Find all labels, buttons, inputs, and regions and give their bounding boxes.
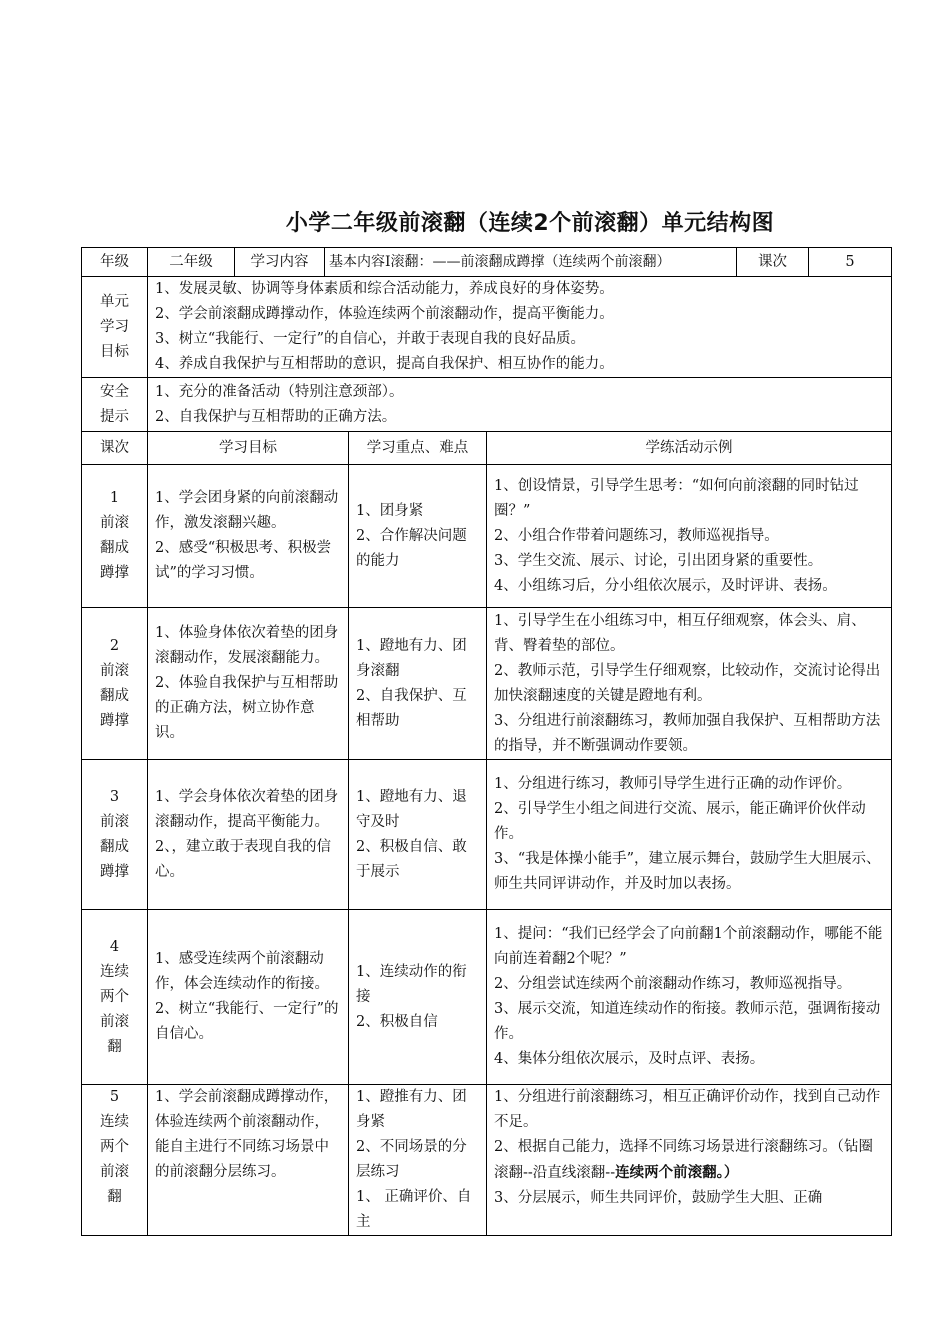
lesson-goals — [148, 608, 349, 760]
lesson-activities — [487, 1085, 892, 1236]
lesson-goal-item: 2、体验自我保护与互相帮助的正确方法，树立协作意识。 — [155, 675, 339, 741]
lesson-activity-item: 3、学生交流、展示、讨论，引出团身紧的重要性。 — [494, 552, 823, 569]
lesson-name — [82, 465, 148, 608]
lesson-activities — [487, 465, 892, 608]
lesson-name-line: 翻成 — [100, 687, 129, 704]
lesson-name-line: 2 — [109, 637, 120, 654]
lesson-focus — [349, 608, 487, 760]
content-label: 学习内容 — [235, 248, 325, 277]
lesson-activity-item: 1、创设情景，引导学生思考：“如何向前滚翻的同时钻过圈？” — [494, 477, 859, 519]
unit-goal-item: 3、树立“我能行、一定行”的自信心，并敢于表现自我的良好品质。 — [155, 331, 586, 347]
lesson-name-line: 4 — [109, 938, 120, 955]
lesson-row — [82, 465, 892, 608]
lesson-name-line: 蹲撑 — [100, 565, 129, 581]
unit-goal-item: 2、学会前滚翻成蹲撑动作，体验连续两个前滚翻动作，提高平衡能力。 — [155, 306, 614, 322]
lesson-name-line: 连续 — [100, 1114, 129, 1130]
lesson-goals — [148, 1085, 349, 1236]
lesson-activity-item: 3、分组进行前滚翻练习，教师加强自我保护、互相帮助方法的指导，并不断强调动作要领。 — [494, 712, 881, 754]
lesson-activity-item: 4、小组练习后，分小组依次展示，及时评讲、表扬。 — [494, 577, 837, 594]
lesson-name — [82, 760, 148, 910]
lesson-name-line: 蹲撑 — [100, 863, 129, 880]
unit-goals-content — [148, 277, 892, 378]
unit-goal-item: 4、养成自我保护与互相帮助的意识，提高自我保护、相互协作的能力。 — [155, 356, 614, 372]
lesson-focus-item: 2、积极自信、敢于展示 — [356, 838, 467, 880]
lesson-activity-item: 2、教师示范，引导学生仔细观察，比较动作，交流讨论得出加快滚翻速度的关键是蹬地有利。 — [494, 662, 881, 704]
lessons-value: 5 — [809, 248, 892, 277]
lesson-goal-item: 1、体验身体依次着垫的团身滚翻动作，发展滚翻能力。 — [155, 625, 339, 666]
lesson-activity-item: 4、集体分组依次展示，及时点评、表扬。 — [494, 1051, 765, 1067]
lesson-goal-item: 1、学会团身紧的向前滚翻动作，激发滚翻兴趣。 — [155, 490, 339, 531]
column-header-row — [82, 432, 892, 465]
column-header: 课次 — [82, 432, 148, 465]
grade-value: 二年级 — [148, 248, 235, 277]
lesson-row — [82, 910, 892, 1085]
lesson-focus-item: 2、合作解决问题的能力 — [356, 527, 467, 569]
lesson-focus — [349, 465, 487, 608]
lesson-focus-item: 1、蹬地有力、退守及时 — [356, 788, 467, 830]
lesson-goal-item: 1、感受连续两个前滚翻动作，体会连续动作的衔接。 — [155, 951, 329, 992]
lesson-focus-item: 1、蹬推有力、团身紧 — [356, 1089, 467, 1130]
safety-content — [148, 378, 892, 432]
lesson-activity-item: 2、分组尝试连续两个前滚翻动作练习，教师巡视指导。 — [494, 976, 852, 992]
lesson-activity-item: 2、引导学生小组之间进行交流、展示，能正确评价伙伴动作。 — [494, 801, 866, 842]
unit-goals-row — [82, 277, 892, 378]
lesson-activity-item: 2、小组合作带着问题练习，教师巡视指导。 — [494, 527, 779, 544]
lesson-name-line: 两个 — [100, 988, 129, 1005]
content-value: 基本内容Ⅰ滚翻：——前滚翻成蹲撑（连续两个前滚翻） — [325, 248, 737, 277]
lesson-name-line: 翻 — [107, 1038, 122, 1055]
column-header: 学习重点、难点 — [349, 432, 487, 465]
lesson-name-line: 前滚 — [100, 1164, 129, 1180]
lesson-name-line: 翻成 — [100, 838, 129, 855]
lesson-activities — [487, 608, 892, 760]
lesson-focus-item: 2、不同场景的分层练习 — [356, 1139, 467, 1180]
lesson-activity-item — [494, 1135, 884, 1186]
lesson-activity-text: 2、根据自己能力，选择不同练习场景进行滚翻练习。（钻圈滚翻--沿直线滚翻-- — [494, 1139, 873, 1181]
lesson-activity-item: 3、展示交流，知道连续动作的衔接。教师示范，强调衔接动作。 — [494, 1001, 881, 1042]
unit-goals-label — [82, 277, 148, 378]
lesson-activities — [487, 760, 892, 910]
safety-item: 1、充分的准备活动（特别注意颈部）。 — [155, 383, 404, 400]
lesson-activity-item: 3、分层展示，师生共同评价，鼓励学生大胆、正确 — [494, 1190, 823, 1206]
lesson-activity-item: 3、“我是体操小能手”，建立展示舞台，鼓励学生大胆展示、师生共同评讲动作，并及时加以表扬。 — [494, 851, 881, 892]
lesson-goal-item: 1、学会前滚翻成蹲撑动作，体验连续两个前滚翻动作，能自主进行不同练习场景中的前滚翻分层练习。 — [155, 1089, 339, 1180]
lesson-focus — [349, 1085, 487, 1236]
lesson-name-line: 蹲撑 — [100, 712, 129, 729]
unit-goals-label-line: 目标 — [100, 343, 129, 360]
column-header: 学习目标 — [148, 432, 349, 465]
lesson-name-line: 连续 — [100, 963, 129, 980]
safety-row — [82, 378, 892, 432]
unit-goals-label-line: 学习 — [100, 318, 129, 335]
lesson-row — [82, 760, 892, 910]
lesson-name-line: 前滚 — [100, 1013, 129, 1030]
lesson-name — [82, 910, 148, 1085]
lesson-name — [82, 1085, 148, 1236]
lesson-goals — [148, 465, 349, 608]
safety-label-line: 安全 — [100, 383, 129, 400]
lesson-goal-item: 2、感受“积极思考、积极尝试”的学习习惯。 — [155, 540, 332, 581]
lesson-goal-item: 2、树立“我能行、一定行”的自信心。 — [155, 1001, 339, 1042]
lesson-activity-emphasis: 连续两个前滚翻。） — [615, 1164, 739, 1181]
unit-goal-item: 1、发展灵敏、协调等身体素质和综合活动能力，养成良好的身体姿势。 — [155, 281, 614, 297]
lesson-row — [82, 608, 892, 760]
lesson-name-line: 前滚 — [100, 662, 129, 679]
grade-label: 年级 — [82, 248, 148, 277]
lesson-name-line: 前滚 — [100, 813, 129, 830]
lesson-goal-item: 1、学会身体依次着垫的团身滚翻动作，提高平衡能力。 — [155, 788, 339, 830]
lesson-goal-item: 2、，建立敢于表现自我的信心。 — [155, 838, 331, 880]
lesson-activity-item: 1、分组进行前滚翻练习，相互正确评价动作，找到自己动作不足。 — [494, 1089, 881, 1130]
lesson-focus-item: 2、积极自信 — [356, 1013, 438, 1030]
lesson-focus-item: 1、 正确评价、自主 — [356, 1189, 472, 1230]
unit-goals-label-line: 单元 — [100, 293, 129, 310]
lesson-activities — [487, 910, 892, 1085]
lesson-name-line: 5 — [109, 1089, 120, 1105]
header-row — [82, 248, 892, 277]
lesson-name-line: 1 — [109, 490, 120, 506]
lesson-row — [82, 1085, 892, 1236]
lesson-focus — [349, 910, 487, 1085]
lesson-focus — [349, 760, 487, 910]
lesson-focus-item: 2、自我保护、互相帮助 — [356, 687, 467, 729]
lesson-focus-item: 1、团身紧 — [356, 502, 424, 519]
lesson-goals — [148, 910, 349, 1085]
lesson-name-line: 翻 — [107, 1189, 122, 1205]
lesson-goals — [148, 760, 349, 910]
safety-label-line: 提示 — [100, 408, 129, 425]
lesson-focus-item: 1、连续动作的衔接 — [356, 963, 467, 1005]
lesson-focus-item: 1、蹬地有力、团身滚翻 — [356, 637, 467, 679]
lesson-name-line: 前滚 — [100, 515, 129, 531]
unit-structure-table — [81, 247, 892, 1236]
lessons-label: 课次 — [737, 248, 809, 277]
page-title: 小学二年级前滚翻（连续2个前滚翻）单元结构图 — [285, 211, 775, 236]
safety-label — [82, 378, 148, 432]
lesson-activity-item: 1、分组进行练习，教师引导学生进行正确的动作评价。 — [494, 776, 852, 792]
column-header: 学练活动示例 — [487, 432, 892, 465]
lesson-name-line: 3 — [109, 788, 120, 805]
safety-item: 2、自我保护与互相帮助的正确方法。 — [155, 408, 397, 425]
lesson-activity-item: 1、引导学生在小组练习中，相互仔细观察，体会头、肩、背、臀着垫的部位。 — [494, 612, 866, 654]
lesson-name-line: 翻成 — [100, 540, 129, 556]
lesson-name — [82, 608, 148, 760]
lesson-name-line: 两个 — [100, 1139, 129, 1155]
lesson-activity-item: 1、提问：“我们已经学会了向前翻1个前滚翻动作，哪能不能向前连着翻2个呢？” — [494, 926, 883, 967]
